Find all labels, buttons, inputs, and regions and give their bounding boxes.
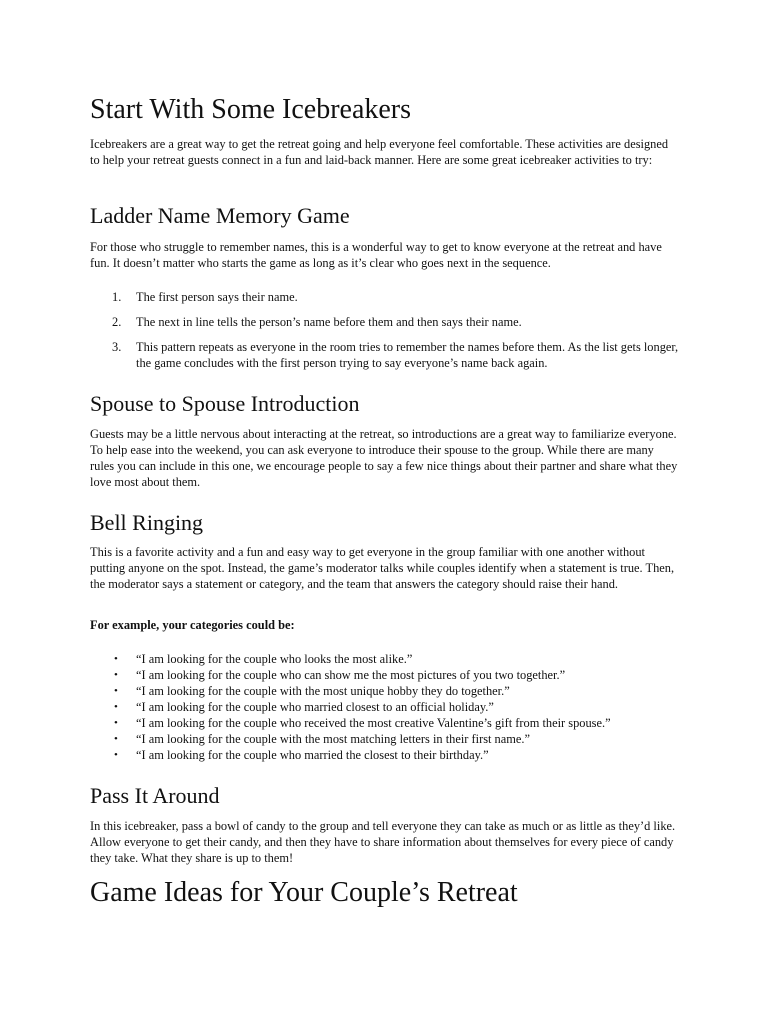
list-item [90, 667, 680, 683]
list-item [90, 683, 680, 699]
ladder-steps-list [90, 289, 680, 380]
list-item-text: “I am looking for the couple who married the closest to their birthday.” [136, 748, 489, 762]
list-item-number: 3. [112, 340, 122, 354]
section-title-game-ideas: Game Ideas for Your Couple’s Retreat [90, 877, 518, 908]
list-item-text: “I am looking for the couple who can show me the most pictures of you two together.” [136, 668, 566, 682]
bullet-icon: • [114, 669, 118, 681]
list-item [90, 314, 680, 330]
list-item [90, 715, 680, 731]
spouse-paragraph: Guests may be a little nervous about interacting at the retreat, so introductions are a great way to familiarize everyone. To help ease into the weekend, you can ask everyone to introduce their spouse to the group. While there are many rules you can include in this one, we encourage people to say a few nice things about their partner and share what they love most about them. [90, 427, 678, 489]
bullet-icon: • [114, 749, 118, 761]
pass-paragraph: In this icebreaker, pass a bowl of candy to the group and tell everyone they can take as much or as little as they’d like. Allow everyone to get their candy, and then they have to share information about themselves for every piece of candy they take. What they share is up to them! [90, 819, 676, 865]
heading-pass-it-around: Pass It Around [90, 783, 220, 808]
list-item-text: “I am looking for the couple who married closest to an official holiday.” [136, 700, 494, 714]
bullet-icon: • [114, 733, 118, 745]
list-item [90, 747, 680, 763]
bullet-icon: • [114, 701, 118, 713]
list-item-text: “I am looking for the couple who received the most creative Valentine’s gift from their spouse.” [136, 716, 611, 730]
list-item-text: “I am looking for the couple with the most matching letters in their first name.” [136, 732, 530, 746]
list-item [90, 651, 680, 667]
bell-example-label: For example, your categories could be: [90, 618, 295, 632]
list-item-text: This pattern repeats as everyone in the room tries to remember the names before them. As the list gets longer, the game concludes with the first person trying to say everyone’s name back again. [136, 340, 679, 370]
bullet-icon: • [114, 717, 118, 729]
list-item-text: “I am looking for the couple who looks the most alike.” [136, 652, 413, 666]
list-item [90, 731, 680, 747]
list-item [90, 339, 680, 371]
list-item-text: The next in line tells the person’s name before them and then says their name. [136, 315, 522, 329]
list-item-number: 1. [112, 290, 122, 304]
bullet-icon: • [114, 685, 118, 697]
heading-bell-ringing: Bell Ringing [90, 510, 204, 535]
ladder-paragraph: For those who struggle to remember names, this is a wonderful way to get to know everyone at the retreat and have fun. It doesn’t matter who starts the game as long as it’s clear who goes next in the sequence. [90, 240, 662, 270]
list-item-number: 2. [112, 315, 122, 329]
bullet-icon: • [114, 653, 118, 665]
icebreakers-intro-paragraph: Icebreakers are a great way to get the retreat going and help everyone feel comfortable. These activities are designed to help your retreat guests connect in a fun and laid-back manner. Here are some great icebreaker activities to try: [90, 137, 669, 167]
list-item [90, 699, 680, 715]
bell-categories-list [90, 651, 680, 763]
bell-paragraph: This is a favorite activity and a fun and easy way to get everyone in the group familiar with one another without putting anyone on the spot. Instead, the game’s moderator talks while couples identify when a statement is true. Then, the moderator says a statement or category, and the team that answers the category should raise their hand. [90, 545, 675, 591]
list-item-text: The first person says their name. [136, 290, 298, 304]
list-item [90, 289, 680, 305]
heading-ladder-name-memory-game: Ladder Name Memory Game [90, 203, 350, 228]
list-item-text: “I am looking for the couple with the most unique hobby they do together.” [136, 684, 510, 698]
section-title-icebreakers: Start With Some Icebreakers [90, 94, 412, 125]
heading-spouse-to-spouse-introduction: Spouse to Spouse Introduction [90, 391, 360, 416]
